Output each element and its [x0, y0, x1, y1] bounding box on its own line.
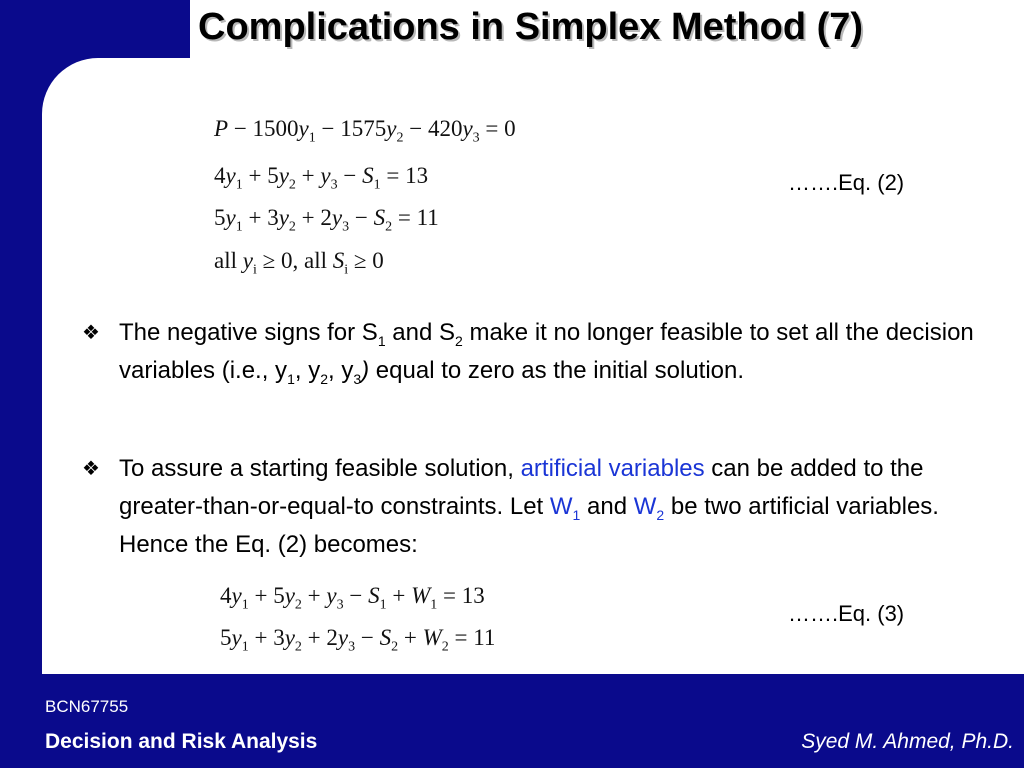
diamond-bullet-icon: ❖: [82, 458, 100, 480]
bullet-text: The negative signs for $S_1$ and $S_2$ make it no longer feasible to set all the decision variables (i.e., $y_1$, $y_2$, $y_3$) equal to zero as the initial solution.: [119, 319, 974, 387]
slide-title: Complications in Simplex Method (7): [198, 6, 864, 48]
eq2-label: …….Eq. (2): [788, 170, 905, 195]
equation-objective: $P - 1500y_1 - 1575y_2 - 420y_3 = 0$: [214, 116, 516, 146]
equation-nonnegativity: all $y_i \ge 0$, all $S_i \ge 0$: [214, 248, 384, 278]
bullet-negative-signs: [82, 314, 1002, 428]
bullet-text: To assure a starting feasible solution, artificial variables can be added to the greater-than-or-equal-to constraints. Let $W_1$ and $W_2$ be two artificial variables. Hence the Eq. (2) becomes:: [119, 455, 939, 558]
diamond-bullet-icon: ❖: [82, 322, 100, 344]
course-name: Decision and Risk Analysis: [45, 730, 318, 753]
artificial-variables-term: artificial variables: [520, 455, 705, 482]
eq3-label: …….Eq. (3): [788, 601, 905, 626]
corner-block: [0, 0, 190, 60]
equation-constraint-2: $5y_1 + 3y_2 + 2y_3 - S_2 = 11$: [214, 205, 439, 235]
course-code: BCN67755: [45, 697, 129, 716]
equation3-constraint-2: $5y_1 + 3y_2 + 2y_3 - S_2 + W_2 = 11$: [220, 625, 496, 655]
author-name: Syed M. Ahmed, Ph.D.: [801, 730, 1014, 753]
equation3-constraint-1: $4y_1 + 5y_2 + y_3 - S_1 + W_1 = 13$: [220, 583, 485, 613]
equation-constraint-1: $4y_1 + 5y_2 + y_3 - S_1 = 13$: [214, 163, 429, 193]
bullet-artificial-variables: [82, 450, 1002, 564]
